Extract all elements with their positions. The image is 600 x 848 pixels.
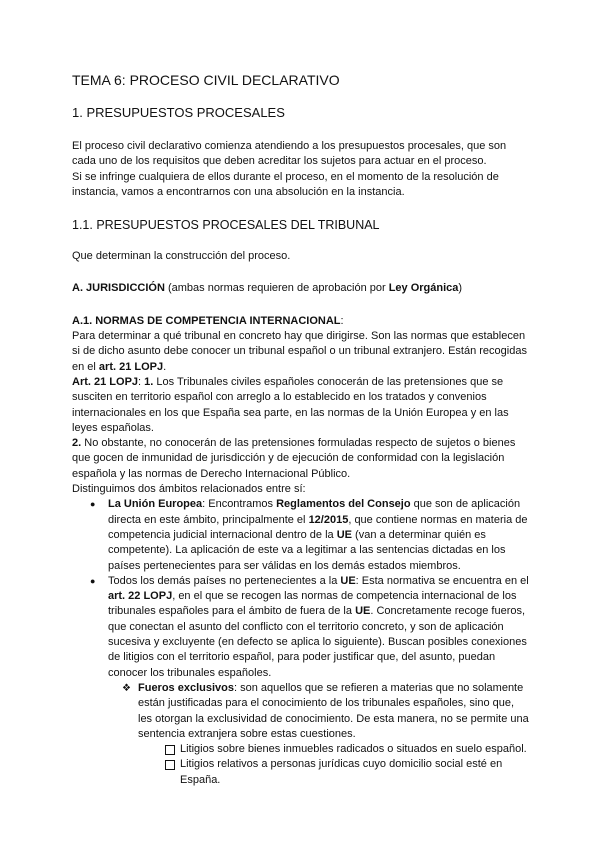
subsection-a-heading (72, 281, 530, 296)
eu-text-3: , que contiene normas en materia de competencia judicial internacional dentro de la (108, 513, 528, 541)
eu-text-4: (van a determinar quién es competente). La aplicación de este va a legitimar a las sentencias dictadas en los países pertenecientes para ser válidas en los demás estados miembros. (108, 528, 506, 572)
document-body (72, 72, 530, 788)
subsection-a-text: (ambas normas requieren de aprobación por (164, 282, 389, 295)
eu-label: La Unión Europea (108, 498, 203, 511)
other-bold-3: UE (355, 605, 371, 618)
other-text-3: , en el que se recogen las normas de competencia internacional de los tribunales españoles para el ámbito de fuera de la (108, 590, 517, 618)
subsection-a1-label: A.1. NORMAS DE COMPETENCIA INTERNACIONAL (72, 314, 341, 327)
list-item (72, 681, 530, 742)
checkbox-icon[interactable] (165, 745, 175, 755)
subsection-a1-heading (72, 314, 530, 329)
exclusive-fueros-label: Fueros exclusivos (138, 681, 234, 694)
a1-paragraph (72, 329, 530, 375)
eu-text-1: : Encontramos (202, 498, 277, 511)
bullet-icon: ● (90, 499, 96, 510)
checkbox-label-2: Litigios relativos a personas jurídicas cuyo domicilio social esté en España. (180, 758, 503, 786)
section-1-1-heading: 1.1. PRESUPUESTOS PROCESALES DEL TRIBUNAL (72, 218, 380, 233)
list-item (72, 757, 530, 788)
article-21-paragraph-1 (72, 375, 530, 436)
sub-list (72, 681, 530, 742)
article-21-paragraph-2 (72, 436, 530, 482)
bullet-icon: ● (90, 575, 96, 586)
a1-paragraph-end: . (163, 360, 167, 373)
document-title: TEMA 6: PROCESO CIVIL DECLARATIVO (72, 72, 340, 88)
eu-bold-3: 12/2015 (308, 513, 349, 526)
article-text-1: Los Tribunales civiles españoles conocerán de las pretensiones que se susciten en territorio español con arreglo a lo establecido en los tratados y convenios internacionales en los que España sea parte, en las normas de la Unión Europea y en las leyes españolas. (72, 375, 509, 434)
section-1-paragraph-2: Si se infringe cualquiera de ellos durante el proceso, en el momento de la resolución de instancia, vamos a encontrarnos con una absolución en la instancia. (72, 170, 499, 198)
list-item (72, 574, 530, 681)
section-1-paragraph-1: El proceso civil declarativo comienza atendiendo a los presupuestos procesales, que son cada uno de los requisitos que deben acreditar los sujetos para actuar en el proceso. (72, 140, 507, 168)
subsection-a-bold: Ley Orgánica (388, 282, 459, 295)
other-bold-1: UE (340, 574, 356, 587)
subsection-a-label: A. JURISDICCIÓN (72, 282, 165, 295)
article-text-2: No obstante, no conocerán de las pretensiones formuladas respecto de sujetos o bienes que gocen de inmunidad de jurisdicción y de ejecución de conformidad con la legislación española y las normas de Derecho Internacional Público. (72, 437, 516, 480)
subsection-a-end: ) (458, 282, 463, 295)
section-1-1-paragraph: Que determinan la construcción del proceso. (72, 250, 291, 263)
other-text-4: . Concretamente recoge fueros, que conectan el asunto del conflicto con el territorio concreto, y son de aplicación sucesiva y excluyente (en defecto se aplica lo siguiente). Buscan posibles conexiones de litigios con el territorio español, para poder justificar que, del asunto, puedan conocer los tribunales españoles. (108, 605, 527, 679)
eu-bold-4: UE (336, 528, 352, 541)
checkbox-list (72, 742, 530, 788)
distinction-intro: Distinguimos dos ámbitos relacionados entre sí: (72, 483, 306, 496)
article-number-1: 1. (144, 375, 154, 388)
exclusive-fueros-text: : son aquellos que se refieren a materias que no solamente están justificadas para el conocimiento de los tribunales españoles, sino que, les otorgan la exclusividad de conocimiento. De esta manera, no se permite una sentencia extranjera sobre estas cuestiones. (138, 681, 529, 740)
checkbox-icon[interactable] (165, 760, 175, 770)
section-1-heading: 1. PRESUPUESTOS PROCESALES (72, 105, 285, 120)
scope-list (72, 497, 530, 681)
article-label: Art. 21 LOPJ (72, 375, 139, 388)
other-bold-2: art. 22 LOPJ (108, 590, 173, 603)
list-item (72, 497, 530, 573)
other-text-2: : Esta normativa se encuentra en el (355, 574, 529, 587)
list-item (72, 742, 530, 757)
article-number-2: 2. (72, 437, 82, 450)
subsection-a1-colon: : (340, 314, 344, 327)
checkbox-label-1: Litigios sobre bienes inmuebles radicados o situados en suelo español. (180, 743, 527, 756)
eu-bold-2: Reglamentos del Consejo (276, 498, 411, 511)
diamond-bullet-icon: ❖ (122, 682, 131, 694)
article-separator: : (138, 375, 145, 388)
other-text-1: Todos los demás países no pertenecientes a la (108, 574, 341, 587)
a1-paragraph-bold: art. 21 LOPJ (98, 360, 164, 373)
eu-text-2: que son de aplicación directa en este ámbito, principalmente el (108, 498, 521, 526)
a1-paragraph-text: Para determinar a qué tribunal en concreto hay que dirigirse. Son las normas que establecen si de dicho asunto debe conocer un tribunal español o un tribunal extranjero. Están recogidas en el (72, 330, 527, 373)
